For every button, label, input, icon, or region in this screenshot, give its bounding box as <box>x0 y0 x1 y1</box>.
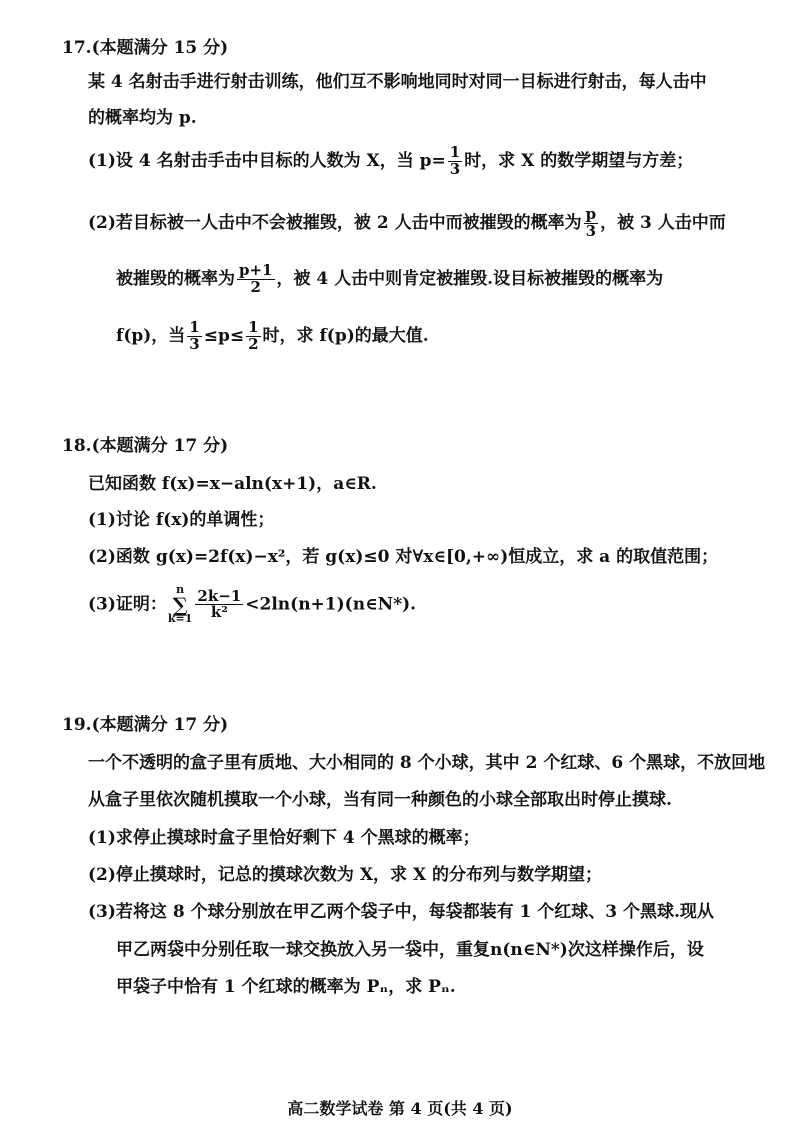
q17-part1-text-b: 时，求 X 的数学期望与方差； <box>464 150 694 171</box>
fraction-numerator: p+1 <box>239 261 273 279</box>
q19-part3-line2: 甲乙两袋中分别任取一球交换放入另一袋中，重复n(n∈N*)次这样操作后，设 <box>116 940 704 960</box>
q17-part2-text-g: 时，求 f(p)的最大值. <box>262 325 429 346</box>
sigma-icon: ∑ <box>172 592 188 617</box>
q17-stem-line1: 某 4 名射击手进行射击训练，他们互不影响地同时对同一目标进行射击，每人击中 <box>88 72 707 92</box>
fraction-numerator: 1 <box>449 143 461 161</box>
q19-part3-line3: 甲袋子中恰有 1 个红球的概率为 Pₙ，求 Pₙ. <box>116 977 456 997</box>
q19-part1: (1)求停止摸球时盒子里恰好剩下 4 个黑球的概率； <box>88 828 480 848</box>
q19-stem-line1: 一个不透明的盒子里有质地、大小相同的 8 个小球，其中 2 个红球、6 个黑球，不放回地 <box>88 753 766 773</box>
q18-header: 18.(本题满分 17 分) <box>62 436 229 456</box>
summation-lower: k=1 <box>167 611 193 625</box>
q17-part2-fraction4 <box>246 320 260 353</box>
fraction-numerator: p <box>585 205 597 223</box>
q17-part1-fraction <box>448 145 462 178</box>
q18-part3-text-b: <2ln(n+1)(n∈N*). <box>245 594 417 615</box>
q18-part1: (1)讨论 f(x)的单调性； <box>88 510 275 530</box>
fraction-denominator: 3 <box>449 159 461 178</box>
q17-part2-text-d: ，被 4 人击中则肯定被摧毁.设目标被摧毁的概率为 <box>276 268 664 289</box>
fraction-denominator: 2 <box>237 279 275 296</box>
page-footer: 高二数学试卷 第 4 页(共 4 页) <box>287 1099 513 1118</box>
q17-header: 17.(本题满分 15 分) <box>62 38 229 58</box>
fraction-denominator: 3 <box>584 223 599 240</box>
q17-part2-line1 <box>88 207 726 240</box>
q17-part1-text-a: (1)设 4 名射击手击中目标的人数为 X，当 p= <box>88 150 446 171</box>
q19-part3-line1: (3)若将这 8 个球分别放在甲乙两个袋子中，每袋都装有 1 个红球、3 个黑球.现从 <box>88 902 714 922</box>
q17-part2-fraction2 <box>237 263 275 296</box>
q18-part3-text-a: (3)证明： <box>88 594 167 615</box>
q19-stem-line2: 从盒子里依次随机摸取一个小球，当有同一种颜色的小球全部取出时停止摸球. <box>88 790 672 810</box>
q17-part2-text-b: ，被 3 人击中而 <box>600 212 726 233</box>
fraction-denominator: 2 <box>248 334 259 353</box>
fraction-numerator: 1 <box>248 318 259 336</box>
q17-part2-text-f: ≤p≤ <box>203 325 245 346</box>
summation-upper: n <box>176 583 185 596</box>
q17-part2-fraction <box>584 207 599 240</box>
q17-part2-text-c: 被摧毁的概率为 <box>116 268 235 289</box>
q18-part3-fraction <box>195 586 243 622</box>
q18-part3 <box>88 583 417 625</box>
summation-sign <box>167 583 193 625</box>
q17-part2-text-e: f(p)，当 <box>116 325 186 346</box>
q17-part1 <box>88 145 693 178</box>
q17-part2-fraction3 <box>187 320 201 353</box>
q18-stem: 已知函数 f(x)=x−aln(x+1)，a∈R. <box>88 474 377 494</box>
q18-part2: (2)函数 g(x)=2f(x)−x²，若 g(x)≤0 对∀x∈[0,+∞)恒成立，求 a 的取值范围； <box>88 547 719 567</box>
q17-part2-text-a: (2)若目标被一人击中不会被摧毁，被 2 人击中而被摧毁的概率为 <box>88 212 582 233</box>
q19-part2: (2)停止摸球时，记总的摸球次数为 X，求 X 的分布列与数学期望； <box>88 865 603 885</box>
q17-stem-line2: 的概率均为 p. <box>88 108 197 128</box>
q17-part2-line3 <box>116 320 429 353</box>
fraction-numerator: 1 <box>189 318 200 336</box>
fraction-denominator: 3 <box>189 334 200 353</box>
q17-part2-line2 <box>116 263 663 296</box>
q19-header: 19.(本题满分 17 分) <box>62 715 229 735</box>
fraction-denominator: k² <box>195 604 243 621</box>
fraction-numerator: 2k−1 <box>197 586 242 605</box>
